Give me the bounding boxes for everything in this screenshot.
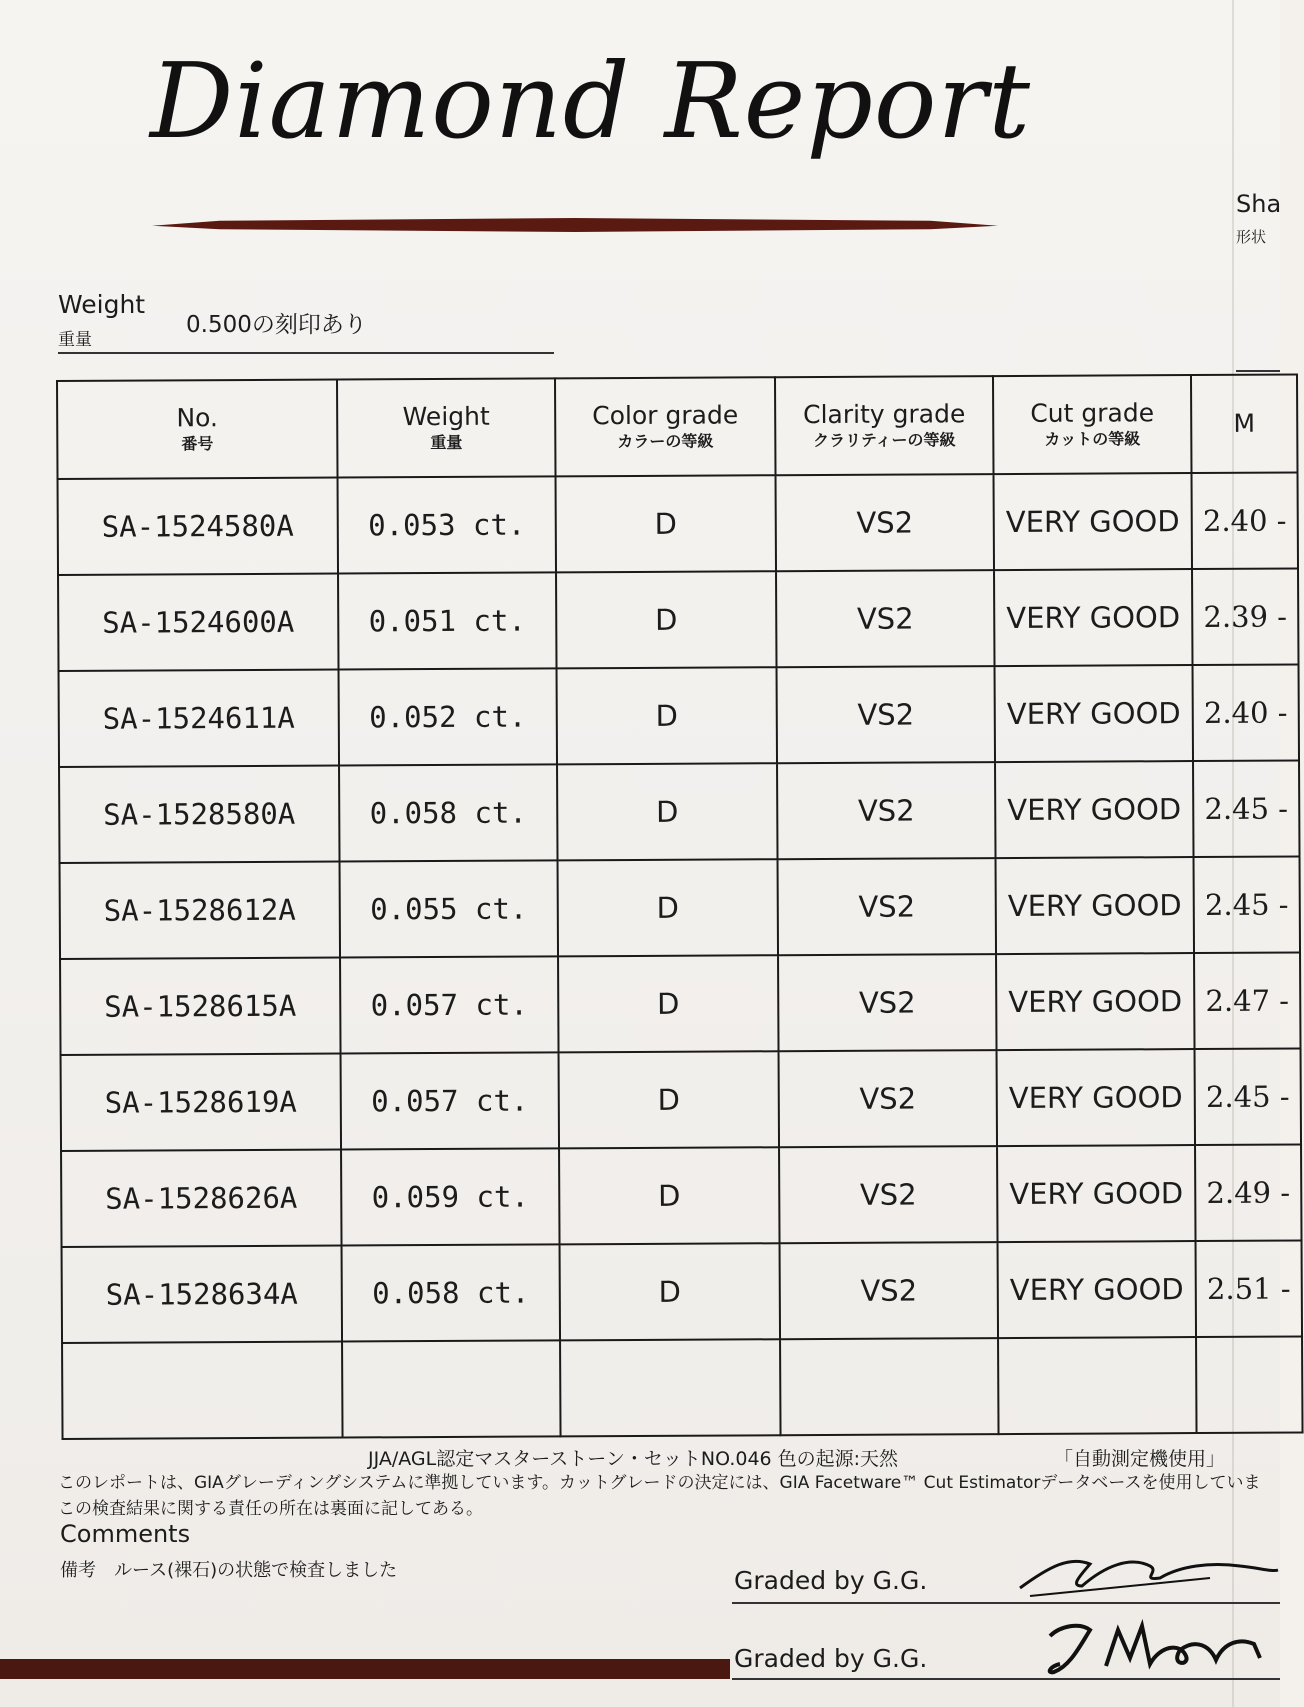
cell-weight: 0.053 ct. <box>338 476 556 573</box>
master-stone-note: JJA/AGL認定マスターストーン・セットNO.046 色の起源:天然 <box>368 1448 899 1470</box>
cell-number: SA-1524600A <box>58 574 338 671</box>
responsibility-note: この検査結果に関する責任の所在は裏面に記してある。 <box>58 1499 483 1519</box>
comments-text: 備考 ルース(裸石)の状態で検査しました <box>60 1560 398 1581</box>
cell-color: D <box>558 859 778 956</box>
cell-clarity: VS2 <box>779 1146 997 1243</box>
cell-color: D <box>557 667 777 764</box>
shape-label: Sha <box>1236 190 1282 218</box>
cell-measurement: 2.51 - <box>1196 1240 1303 1337</box>
cell-measurement: 2.49 - <box>1195 1144 1302 1241</box>
table-row <box>59 760 1299 862</box>
cell-measurement: 2.39 - <box>1192 568 1299 665</box>
cell-color: D <box>557 763 777 860</box>
cell-clarity: VS2 <box>780 1242 998 1339</box>
total-weight-value: 0.500の刻印あり <box>186 312 367 338</box>
cell-number: SA-1524611A <box>59 670 339 767</box>
cell-number: SA-1528634A <box>62 1246 342 1343</box>
cell-cut: VERY GOOD <box>997 1145 1195 1242</box>
cell-cut: VERY GOOD <box>995 761 1193 858</box>
total-weight-label-jp: 重量 <box>58 330 92 350</box>
graded-by-label-2: Graded by G.G. <box>734 1644 928 1673</box>
auto-measure-note: 「自動測定機使用」 <box>1054 1448 1226 1470</box>
cell-color: D <box>560 1243 780 1340</box>
cell-measurement: 2.45 - <box>1193 760 1300 857</box>
table-header-row <box>57 375 1297 479</box>
cell-measurement: 2.45 - <box>1195 1048 1302 1145</box>
table-row <box>59 664 1299 766</box>
total-weight-label: Weight <box>58 290 146 319</box>
cell-weight: 0.052 ct. <box>339 668 557 765</box>
cell-measurement: 2.40 - <box>1193 664 1300 761</box>
table-row <box>58 568 1298 670</box>
cell-color: D <box>558 955 778 1052</box>
cell-measurement: 2.47 - <box>1194 952 1301 1049</box>
diamond-grades-table <box>56 373 1304 1439</box>
total-weight-underline <box>58 352 554 354</box>
cell-measurement: 2.45 - <box>1194 856 1301 953</box>
decorative-bottom-band <box>0 1659 730 1679</box>
cell-clarity: VS2 <box>777 762 995 859</box>
cell-color: D <box>559 1051 779 1148</box>
col-header-weight: Weight 重量 <box>337 378 556 477</box>
table-row-empty <box>62 1336 1302 1438</box>
shape-label-jp: 形状 <box>1236 228 1267 246</box>
cell-clarity: VS2 <box>776 474 994 571</box>
cell-measurement: 2.40 - <box>1192 473 1299 570</box>
report-title: Diamond Report <box>150 40 1032 162</box>
cell-cut: VERY GOOD <box>998 1241 1197 1338</box>
col-header-no: No. 番号 <box>57 380 338 479</box>
cell-number: SA-1528626A <box>61 1150 341 1247</box>
cell-cut: VERY GOOD <box>997 1049 1195 1146</box>
cell-number: SA-1528612A <box>60 862 340 959</box>
cell-empty <box>560 1339 780 1436</box>
table-row <box>60 856 1300 958</box>
handwritten-signatures <box>1010 1526 1280 1696</box>
cell-clarity: VS2 <box>778 858 996 955</box>
cell-number: SA-1524580A <box>58 478 338 575</box>
grading-system-note: このレポートは、GIAグレーディングシステムに準拠しています。カットグレードの決定には、GIA Facetware™ Cut Estimatorデータベースを使用していま <box>58 1473 1261 1493</box>
cell-empty <box>1196 1336 1303 1433</box>
cell-empty <box>62 1342 342 1439</box>
graded-by-label-1: Graded by G.G. <box>734 1566 928 1595</box>
col-header-color: Color grade カラーの等級 <box>555 377 776 476</box>
cell-cut: VERY GOOD <box>995 665 1193 762</box>
cell-clarity: VS2 <box>777 666 995 763</box>
cell-clarity: VS2 <box>779 1050 997 1147</box>
table-row <box>60 952 1300 1054</box>
cell-cut: VERY GOOD <box>996 953 1194 1050</box>
cell-weight: 0.059 ct. <box>341 1148 559 1245</box>
cell-color: D <box>556 571 776 668</box>
col-header-cut: Cut grade カットの等級 <box>993 375 1192 474</box>
cell-weight: 0.051 ct. <box>338 572 556 669</box>
shape-underline <box>1236 370 1280 372</box>
cell-weight: 0.058 ct. <box>342 1244 560 1341</box>
cell-color: D <box>556 475 776 572</box>
cell-empty <box>780 1338 998 1435</box>
col-header-clarity: Clarity grade クラリティーの等級 <box>775 376 994 475</box>
cell-weight: 0.058 ct. <box>339 764 557 861</box>
comments-label: Comments <box>60 1520 191 1548</box>
table-row <box>61 1144 1301 1246</box>
cell-number: SA-1528619A <box>61 1054 341 1151</box>
table-row <box>62 1240 1302 1342</box>
col-header-measurement: M <box>1191 375 1298 474</box>
cell-cut: VERY GOOD <box>996 857 1195 954</box>
cell-empty <box>342 1340 560 1437</box>
cell-number: SA-1528615A <box>60 958 340 1055</box>
cell-color: D <box>559 1147 779 1244</box>
table-row <box>61 1048 1301 1150</box>
cell-clarity: VS2 <box>778 954 996 1051</box>
cell-cut: VERY GOOD <box>994 569 1192 666</box>
cell-number: SA-1528580A <box>59 766 339 863</box>
cell-cut: VERY GOOD <box>994 473 1193 570</box>
cell-weight: 0.057 ct. <box>340 956 558 1053</box>
cell-empty <box>998 1337 1196 1434</box>
cell-weight: 0.057 ct. <box>341 1052 559 1149</box>
cell-clarity: VS2 <box>776 570 994 667</box>
cell-weight: 0.055 ct. <box>340 860 558 957</box>
table-row <box>58 473 1298 575</box>
